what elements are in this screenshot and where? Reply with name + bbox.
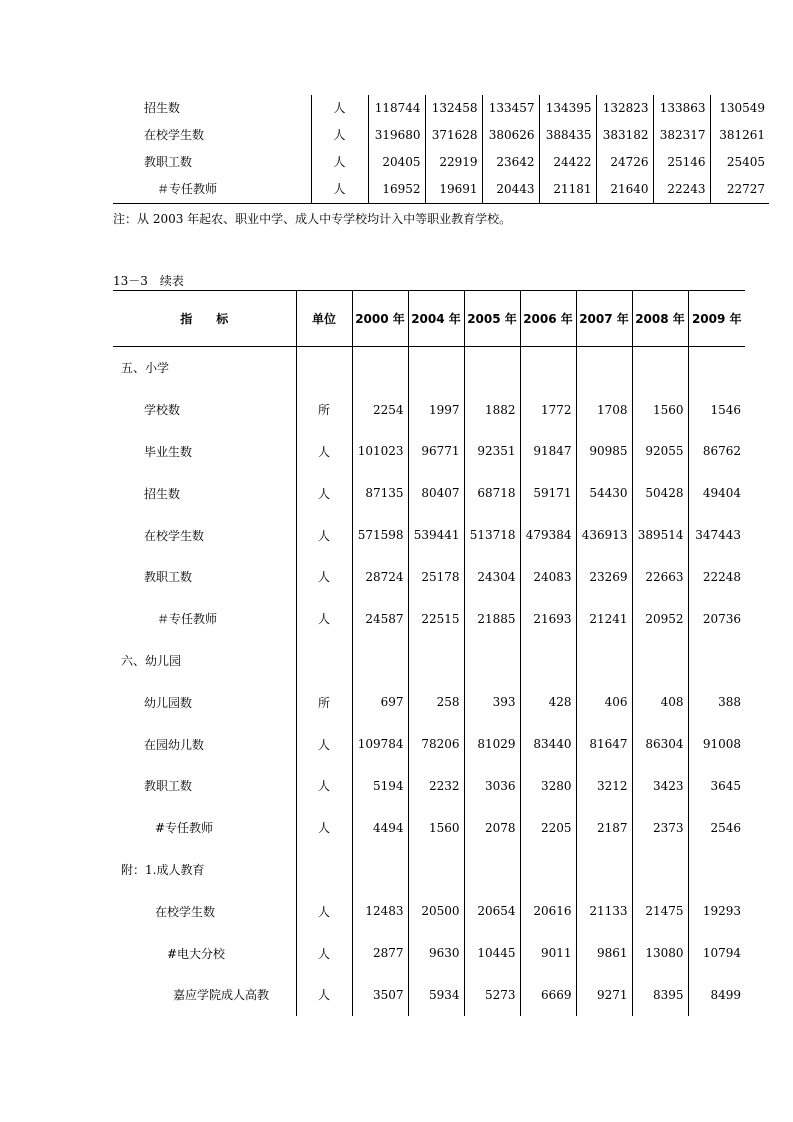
cell-value: 16952: [368, 176, 425, 204]
cell-value: 132458: [425, 95, 482, 122]
cell-value: 9630: [408, 932, 464, 974]
row-unit: 人: [296, 472, 352, 514]
row-unit: [296, 849, 352, 891]
header-year: 2008 年: [632, 291, 688, 347]
row-unit: 人: [296, 974, 352, 1016]
row-label: 五、小学: [121, 361, 170, 376]
cell-value: [464, 640, 520, 682]
cell-value: 50428: [632, 472, 688, 514]
table-row: [113, 431, 745, 473]
row-unit: 人: [296, 807, 352, 849]
table-row: [113, 514, 745, 556]
cell-value: 24083: [520, 556, 576, 598]
header-year: 2007 年: [576, 291, 632, 347]
cell-value: 24726: [596, 149, 653, 176]
row-label: 教职工数: [144, 779, 193, 794]
table-row: [113, 347, 745, 389]
cell-value: [352, 640, 408, 682]
cell-value: 5934: [408, 974, 464, 1016]
row-label: 在校学生数: [155, 904, 216, 919]
cell-value: 12483: [352, 890, 408, 932]
cell-value: [352, 849, 408, 891]
cell-value: 133863: [653, 95, 710, 122]
cell-value: 20616: [520, 890, 576, 932]
cell-value: 3280: [520, 765, 576, 807]
cell-value: [632, 640, 688, 682]
cell-value: 24422: [539, 149, 596, 176]
row-unit: 人: [311, 95, 368, 122]
table-row: [113, 723, 745, 765]
cell-value: 3645: [688, 765, 745, 807]
cell-value: 1882: [464, 389, 520, 431]
cell-value: 388: [688, 681, 745, 723]
header-unit: 单位: [296, 291, 352, 347]
cell-value: 382317: [653, 122, 710, 149]
header-year: 2009 年: [688, 291, 745, 347]
row-label: #专任教师: [155, 821, 214, 836]
cell-value: 19293: [688, 890, 745, 932]
cell-value: 21885: [464, 598, 520, 640]
header-year: 2004 年: [408, 291, 464, 347]
cell-value: 21693: [520, 598, 576, 640]
cell-value: [576, 640, 632, 682]
cell-value: 21181: [539, 176, 596, 204]
cell-value: [408, 849, 464, 891]
cell-value: 3212: [576, 765, 632, 807]
cell-value: 90985: [576, 431, 632, 473]
cell-value: [632, 849, 688, 891]
cell-value: 21475: [632, 890, 688, 932]
cell-value: 92351: [464, 431, 520, 473]
cell-value: 118744: [368, 95, 425, 122]
cell-value: 28724: [352, 556, 408, 598]
cell-value: 83440: [520, 723, 576, 765]
table-row: [113, 472, 745, 514]
cell-value: 539441: [408, 514, 464, 556]
cell-value: 436913: [576, 514, 632, 556]
cell-value: 383182: [596, 122, 653, 149]
cell-value: 1560: [408, 807, 464, 849]
row-label: ＃专任教师: [157, 612, 218, 627]
cell-value: 2078: [464, 807, 520, 849]
cell-value: 319680: [368, 122, 425, 149]
cell-value: [352, 347, 408, 389]
row-unit: 人: [296, 556, 352, 598]
cell-value: 479384: [520, 514, 576, 556]
cell-value: 258: [408, 681, 464, 723]
cell-value: 86762: [688, 431, 745, 473]
table-row: [113, 149, 769, 176]
row-unit: [296, 640, 352, 682]
cell-value: 54430: [576, 472, 632, 514]
row-label: 六、幼儿园: [121, 653, 182, 668]
cell-value: 109784: [352, 723, 408, 765]
row-unit: 人: [296, 723, 352, 765]
table-note: 注：从 2003 年起农、职业中学、成人中专学校均计入中等职业教育学校。: [113, 212, 512, 226]
cell-value: [408, 640, 464, 682]
cell-value: 2373: [632, 807, 688, 849]
cell-value: 2232: [408, 765, 464, 807]
cell-value: 22515: [408, 598, 464, 640]
header-year: 2006 年: [520, 291, 576, 347]
cell-value: 133457: [482, 95, 539, 122]
cell-value: 91008: [688, 723, 745, 765]
cell-value: 3036: [464, 765, 520, 807]
cell-value: 5194: [352, 765, 408, 807]
cell-value: 1772: [520, 389, 576, 431]
cell-value: 91847: [520, 431, 576, 473]
row-label: 教职工数: [144, 570, 193, 585]
cell-value: 92055: [632, 431, 688, 473]
row-unit: 所: [296, 681, 352, 723]
cell-value: 22663: [632, 556, 688, 598]
cell-value: [688, 849, 745, 891]
table-row: [113, 932, 745, 974]
cell-value: 19691: [425, 176, 482, 204]
cell-value: 96771: [408, 431, 464, 473]
row-label: 招生数: [144, 486, 181, 501]
cell-value: 23269: [576, 556, 632, 598]
cell-value: [688, 640, 745, 682]
table-row: [113, 890, 745, 932]
cell-value: 24304: [464, 556, 520, 598]
cell-value: [408, 347, 464, 389]
cell-value: 101023: [352, 431, 408, 473]
cell-value: 86304: [632, 723, 688, 765]
table-row: [113, 95, 769, 122]
header-year: 2005 年: [464, 291, 520, 347]
header-row: [113, 291, 745, 347]
cell-value: 4494: [352, 807, 408, 849]
cell-value: 6669: [520, 974, 576, 1016]
row-label: 在校学生数: [144, 128, 205, 142]
cell-value: 20405: [368, 149, 425, 176]
cell-value: [464, 849, 520, 891]
cell-value: 406: [576, 681, 632, 723]
row-label: #电大分校: [167, 946, 226, 961]
cell-value: 22919: [425, 149, 482, 176]
cell-value: 78206: [408, 723, 464, 765]
cell-value: 1546: [688, 389, 745, 431]
cell-value: [520, 640, 576, 682]
cell-value: 393: [464, 681, 520, 723]
table-row: [113, 765, 745, 807]
cell-value: 381261: [710, 122, 769, 149]
cell-value: 2877: [352, 932, 408, 974]
table-row: [113, 122, 769, 149]
row-unit: 人: [311, 149, 368, 176]
cell-value: 130549: [710, 95, 769, 122]
cell-value: [520, 849, 576, 891]
cell-value: 9011: [520, 932, 576, 974]
cell-value: 5273: [464, 974, 520, 1016]
cell-value: 20443: [482, 176, 539, 204]
cell-value: 3507: [352, 974, 408, 1016]
cell-value: 1560: [632, 389, 688, 431]
row-unit: [296, 347, 352, 389]
cell-value: 2546: [688, 807, 745, 849]
row-unit: 人: [296, 765, 352, 807]
cell-value: 24587: [352, 598, 408, 640]
cell-value: 22727: [710, 176, 769, 204]
row-label: 附：1.成人教育: [121, 862, 205, 877]
cell-value: 347443: [688, 514, 745, 556]
cell-value: 2205: [520, 807, 576, 849]
cell-value: 13080: [632, 932, 688, 974]
statistics-table: [113, 290, 745, 1016]
cell-value: 1997: [408, 389, 464, 431]
header-indicator: 指 标: [113, 291, 296, 347]
row-label: 毕业生数: [144, 444, 193, 459]
cell-value: 132823: [596, 95, 653, 122]
cell-value: 134395: [539, 95, 596, 122]
cell-value: 408: [632, 681, 688, 723]
cell-value: 2254: [352, 389, 408, 431]
table-caption: 13－3 续表: [113, 274, 184, 288]
cell-value: 22248: [688, 556, 745, 598]
cell-value: 49404: [688, 472, 745, 514]
cell-value: 81029: [464, 723, 520, 765]
row-unit: 所: [296, 389, 352, 431]
header-year: 2000 年: [352, 291, 408, 347]
cell-value: 1708: [576, 389, 632, 431]
table-row: [113, 640, 745, 682]
table-row: [113, 389, 745, 431]
cell-value: [576, 849, 632, 891]
cell-value: 9271: [576, 974, 632, 1016]
row-label: 学校数: [144, 403, 181, 418]
row-unit: 人: [311, 122, 368, 149]
cell-value: 10445: [464, 932, 520, 974]
row-label: 招生数: [144, 101, 181, 115]
cell-value: [464, 347, 520, 389]
table-row: [113, 681, 745, 723]
cell-value: 22243: [653, 176, 710, 204]
row-label: 在校学生数: [144, 528, 205, 543]
table-row: [113, 807, 745, 849]
cell-value: 388435: [539, 122, 596, 149]
cell-value: 371628: [425, 122, 482, 149]
cell-value: 23642: [482, 149, 539, 176]
cell-value: [520, 347, 576, 389]
row-label: 嘉应学院成人高教: [173, 988, 270, 1003]
cell-value: 59171: [520, 472, 576, 514]
table-row: [113, 556, 745, 598]
row-label: 教职工数: [144, 155, 193, 169]
table-row: [113, 176, 769, 204]
cell-value: 20952: [632, 598, 688, 640]
cell-value: 80407: [408, 472, 464, 514]
cell-value: 20736: [688, 598, 745, 640]
cell-value: 20654: [464, 890, 520, 932]
cell-value: 571598: [352, 514, 408, 556]
cell-value: 87135: [352, 472, 408, 514]
row-unit: 人: [296, 431, 352, 473]
cell-value: [576, 347, 632, 389]
cell-value: 10794: [688, 932, 745, 974]
cell-value: 25178: [408, 556, 464, 598]
cell-value: 380626: [482, 122, 539, 149]
cell-value: [688, 347, 745, 389]
cell-value: 25405: [710, 149, 769, 176]
cell-value: 697: [352, 681, 408, 723]
row-label: 幼儿园数: [144, 695, 193, 710]
row-label: 在园幼儿数: [144, 737, 205, 752]
cell-value: 9861: [576, 932, 632, 974]
table-row: [113, 974, 745, 1016]
row-unit: 人: [296, 514, 352, 556]
cell-value: 21133: [576, 890, 632, 932]
cell-value: 20500: [408, 890, 464, 932]
cell-value: 21640: [596, 176, 653, 204]
table-row: [113, 849, 745, 891]
cell-value: [632, 347, 688, 389]
cell-value: 389514: [632, 514, 688, 556]
cell-value: 21241: [576, 598, 632, 640]
cell-value: 3423: [632, 765, 688, 807]
row-unit: 人: [296, 890, 352, 932]
cell-value: 81647: [576, 723, 632, 765]
row-label: ＃专任教师: [113, 176, 311, 204]
cell-value: 25146: [653, 149, 710, 176]
row-unit: 人: [296, 598, 352, 640]
row-unit: 人: [311, 176, 368, 204]
cell-value: 68718: [464, 472, 520, 514]
cell-value: 513718: [464, 514, 520, 556]
cell-value: 8499: [688, 974, 745, 1016]
cell-value: 8395: [632, 974, 688, 1016]
row-unit: 人: [296, 932, 352, 974]
cell-value: 2187: [576, 807, 632, 849]
continued-table-top: [113, 95, 769, 204]
table-row: [113, 598, 745, 640]
cell-value: 428: [520, 681, 576, 723]
